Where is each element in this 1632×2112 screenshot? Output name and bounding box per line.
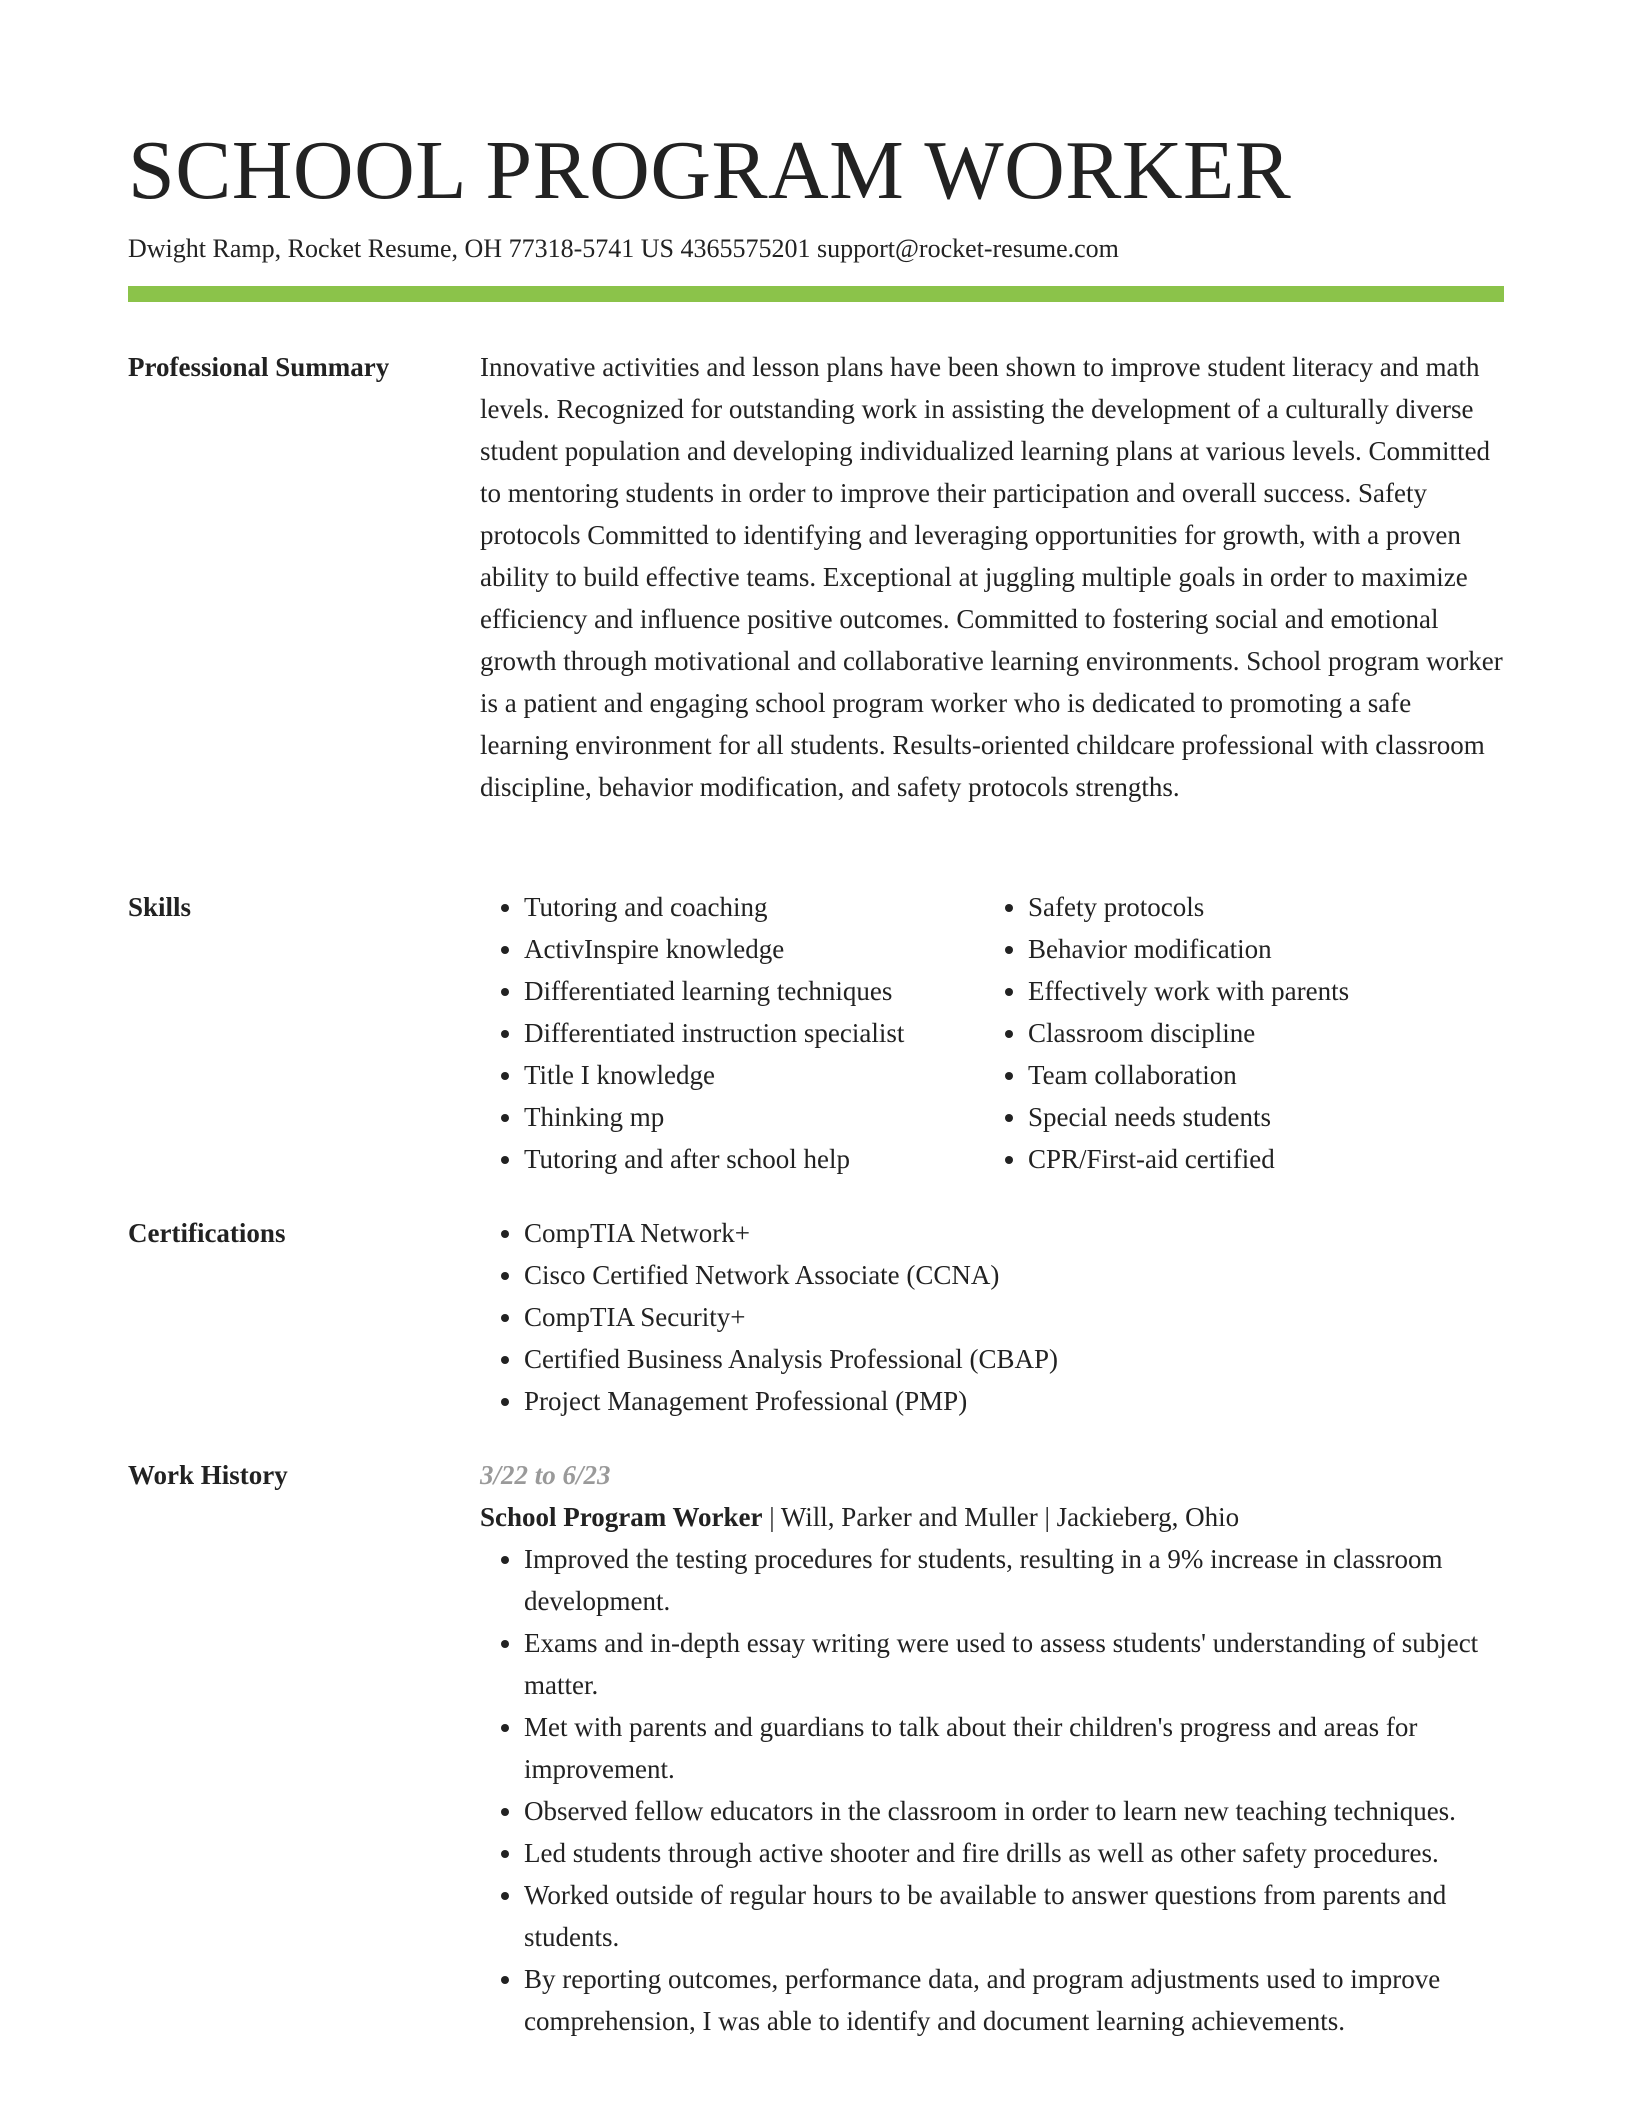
job-bullet: • Exams and in-depth essay writing were used to assess students' understanding of subject matter. xyxy=(524,1622,1504,1706)
certifications-body xyxy=(480,1212,1504,1422)
certification-item: • Project Management Professional (PMP) xyxy=(524,1380,1504,1422)
summary-text: Innovative activities and lesson plans have been shown to improve student literacy and math levels. Recognized for outstanding work in assisting the development of a culturally diverse student population and developing individualized learning plans at various levels. Committed to mentoring students in order to improve their participation and overall success. Safety protocols Committed to identifying and leveraging opportunities for growth, with a proven ability to build effective teams. Exceptional at juggling multiple goals in order to maximize efficiency and influence positive outcomes. Committed to fostering social and emotional growth through motivational and collaborative learning environments. School program worker is a patient and engaging school program worker who is dedicated to promoting a safe learning environment for all students. Results-oriented childcare professional with classroom discipline, behavior modification, and safety protocols strengths. xyxy=(480,352,1503,802)
skill-item: • Classroom discipline xyxy=(1028,1012,1349,1054)
job-title: School Program Worker xyxy=(480,1502,763,1532)
skill-item: • Thinking mp xyxy=(524,1096,984,1138)
job-heading xyxy=(480,1496,1504,1538)
skill-item: • Special needs students xyxy=(1028,1096,1349,1138)
job-bullet: • Improved the testing procedures for students, resulting in a 9% increase in classroom development. xyxy=(524,1538,1504,1622)
skills-columns xyxy=(480,886,1504,1180)
job-bullet: • By reporting outcomes, performance data, and program adjustments used to improve comprehension, I was able to identify and document learning achievements. xyxy=(524,1958,1504,2042)
job-bullet: • Worked outside of regular hours to be available to answer questions from parents and students. xyxy=(524,1874,1504,1958)
accent-divider xyxy=(128,286,1504,302)
job-employer-location: | Will, Parker and Muller | Jackieberg, Ohio xyxy=(762,1502,1240,1532)
skills-list-left xyxy=(480,886,984,1180)
certifications-list xyxy=(480,1212,1504,1422)
skill-item: • CPR/First-aid certified xyxy=(1028,1138,1349,1180)
skill-item: • Tutoring and after school help xyxy=(524,1138,984,1180)
section-label-summary: Professional Summary xyxy=(128,352,390,382)
certification-item: • CompTIA Network+ xyxy=(524,1212,1504,1254)
skills-list-right xyxy=(984,886,1349,1180)
work-history-body xyxy=(480,1454,1504,2042)
section-label-work-history: Work History xyxy=(128,1460,288,1490)
contact-line: Dwight Ramp, Rocket Resume, OH 77318-5741 US 4365575201 support@rocket-resume.com xyxy=(128,234,1119,263)
skill-item: • Behavior modification xyxy=(1028,928,1349,970)
skill-item: • Differentiated instruction specialist xyxy=(524,1012,984,1054)
job-bullet: • Met with parents and guardians to talk about their children's progress and areas for improvement. xyxy=(524,1706,1504,1790)
section-label-certifications: Certifications xyxy=(128,1218,286,1248)
skill-item: • Effectively work with parents xyxy=(1028,970,1349,1012)
skill-item: • Safety protocols xyxy=(1028,886,1349,928)
skill-item: • Team collaboration xyxy=(1028,1054,1349,1096)
certification-item: • CompTIA Security+ xyxy=(524,1296,1504,1338)
job-bullet-list xyxy=(480,1538,1504,2042)
certification-item: • Certified Business Analysis Professional (CBAP) xyxy=(524,1338,1504,1380)
job-bullet: • Observed fellow educators in the classroom in order to learn new teaching techniques. xyxy=(524,1790,1504,1832)
certification-item: • Cisco Certified Network Associate (CCNA) xyxy=(524,1254,1504,1296)
job-dates: 3/22 to 6/23 xyxy=(480,1460,611,1490)
job-bullet: • Led students through active shooter and fire drills as well as other safety procedures. xyxy=(524,1832,1504,1874)
summary-body xyxy=(480,346,1504,808)
skill-item: • ActivInspire knowledge xyxy=(524,928,984,970)
resume-title: SCHOOL PROGRAM WORKER xyxy=(128,124,1292,217)
skill-item: • Tutoring and coaching xyxy=(524,886,984,928)
skill-item: • Title I knowledge xyxy=(524,1054,984,1096)
section-label-skills: Skills xyxy=(128,892,192,922)
skill-item: • Differentiated learning techniques xyxy=(524,970,984,1012)
